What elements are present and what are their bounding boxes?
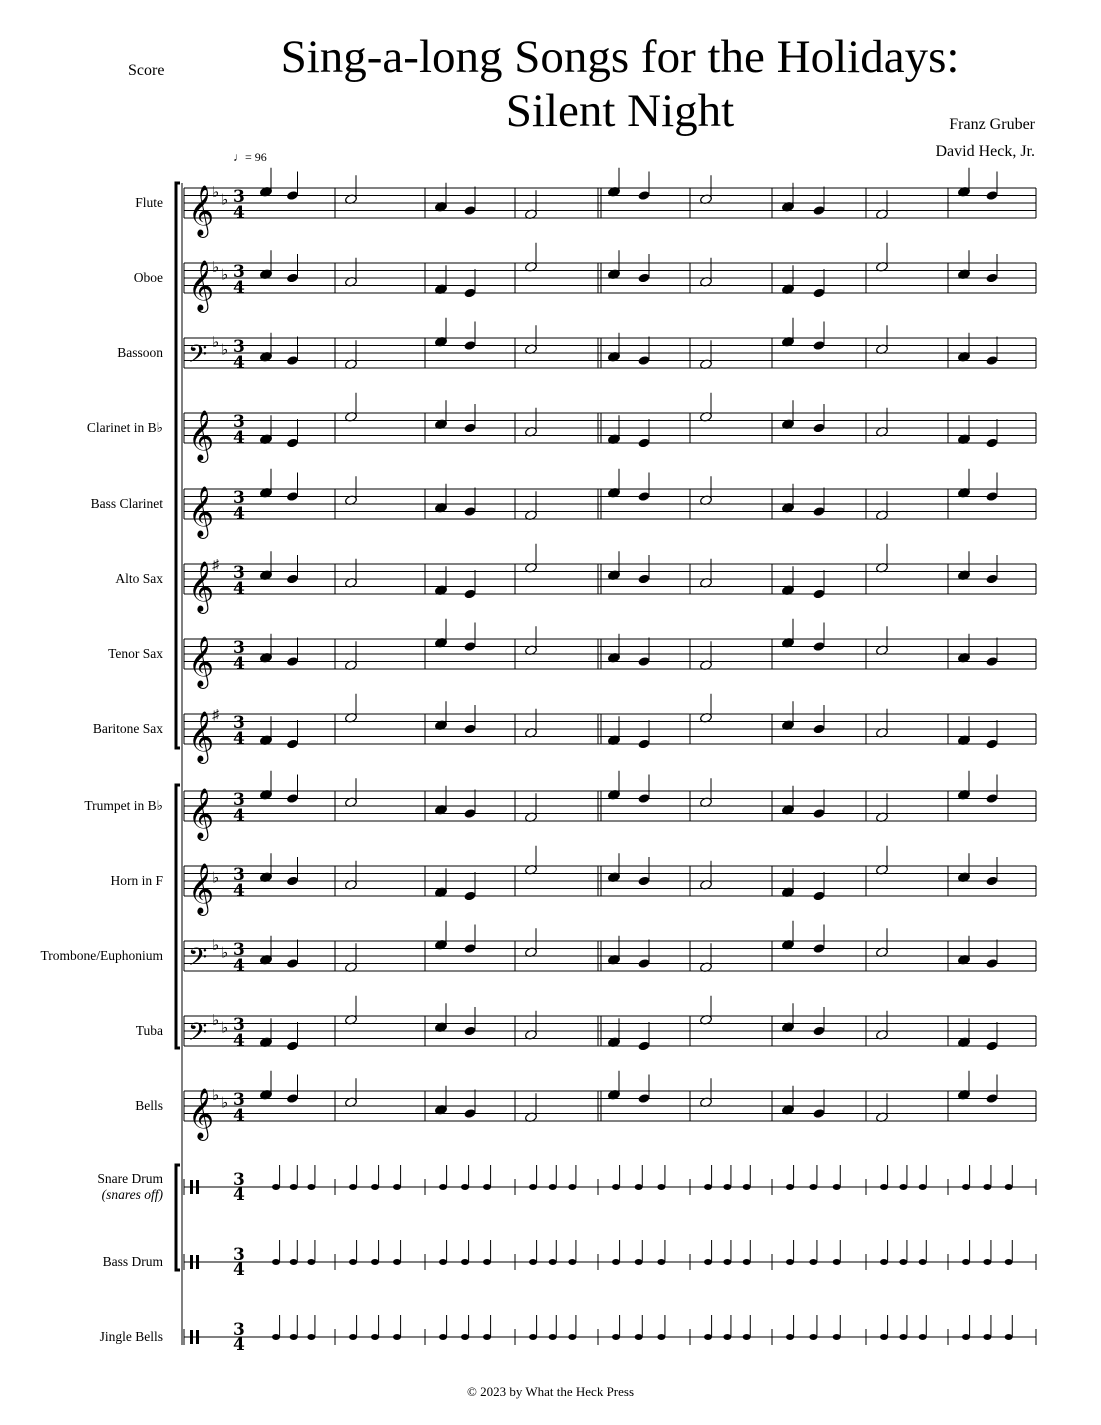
note-head bbox=[833, 1334, 841, 1340]
treble-clef-icon: 𝄞 bbox=[188, 636, 215, 687]
composer-credit: Franz Gruber bbox=[949, 116, 1035, 133]
time-signature-numerator: 3 bbox=[233, 865, 245, 885]
note-head bbox=[919, 1259, 927, 1265]
note-head bbox=[371, 1334, 379, 1340]
percussion-clef-icon bbox=[190, 1255, 193, 1269]
note-head bbox=[568, 1184, 576, 1190]
percussion-clef-icon bbox=[190, 1180, 193, 1194]
note-head bbox=[743, 1334, 751, 1340]
time-signature-numerator: 3 bbox=[233, 187, 245, 207]
note-head bbox=[290, 1184, 298, 1190]
note-head bbox=[786, 1334, 794, 1340]
note-head bbox=[461, 1259, 469, 1265]
instrument-name: Clarinet in B♭ bbox=[86, 420, 163, 435]
treble-clef-icon: 𝄞 bbox=[188, 260, 215, 311]
bass-clef-icon: 𝄢 bbox=[188, 1018, 208, 1053]
time-signature-numerator: 3 bbox=[233, 790, 245, 810]
time-signature-numerator: 3 bbox=[233, 638, 245, 658]
note-head bbox=[612, 1334, 620, 1340]
time-signature-denominator: 4 bbox=[233, 806, 245, 826]
instrument-name: Tenor Sax bbox=[108, 646, 163, 661]
note-head bbox=[880, 1184, 888, 1190]
title-line-1: Sing-a-long Songs for the Holidays: bbox=[280, 31, 960, 83]
flat-icon: ♭ bbox=[212, 334, 220, 351]
note-head bbox=[612, 1259, 620, 1265]
instrument-name: Tuba bbox=[135, 1023, 163, 1038]
quarter-note-icon: ♩ bbox=[233, 150, 245, 164]
time-signature-numerator: 3 bbox=[233, 337, 245, 357]
treble-clef-icon: 𝄞 bbox=[188, 1088, 215, 1139]
title-line-2: Silent Night bbox=[505, 85, 735, 137]
instrument-name: Bass Clarinet bbox=[90, 496, 163, 511]
treble-clef-icon: 𝄞 bbox=[188, 185, 215, 236]
instrument-name: Alto Sax bbox=[115, 571, 163, 586]
time-signature-numerator: 3 bbox=[233, 563, 245, 583]
treble-clef-icon: 𝄞 bbox=[188, 486, 215, 537]
time-signature-denominator: 4 bbox=[233, 278, 245, 298]
note-head bbox=[635, 1184, 643, 1190]
note-head bbox=[529, 1334, 537, 1340]
flat-icon: ♭ bbox=[221, 267, 229, 284]
time-signature-denominator: 4 bbox=[233, 504, 245, 524]
time-signature-denominator: 4 bbox=[233, 353, 245, 373]
note-head bbox=[704, 1334, 712, 1340]
note-head bbox=[635, 1259, 643, 1265]
time-signature-denominator: 4 bbox=[233, 1031, 245, 1051]
note-head bbox=[704, 1184, 712, 1190]
note-head bbox=[809, 1259, 817, 1265]
note-head bbox=[919, 1334, 927, 1340]
time-signature-denominator: 4 bbox=[233, 654, 245, 674]
treble-clef-icon: 𝄞 bbox=[188, 410, 215, 461]
note-head bbox=[786, 1259, 794, 1265]
bass-clef-icon: 𝄢 bbox=[188, 340, 208, 375]
time-signature-denominator: 4 bbox=[233, 579, 245, 599]
bracket-woodwinds bbox=[176, 183, 180, 748]
time-signature-denominator: 4 bbox=[233, 203, 245, 223]
note-head bbox=[549, 1184, 557, 1190]
instrument-name: Horn in F bbox=[110, 873, 163, 888]
percussion-clef-icon bbox=[196, 1330, 199, 1344]
time-signature-numerator: 3 bbox=[233, 412, 245, 432]
time-signature-numerator: 3 bbox=[233, 940, 245, 960]
note-head bbox=[483, 1334, 491, 1340]
instrument-name: Bassoon bbox=[117, 345, 163, 360]
note-head bbox=[272, 1184, 280, 1190]
note-head bbox=[349, 1334, 357, 1340]
note-head bbox=[529, 1259, 537, 1265]
score-label: Score bbox=[128, 62, 165, 79]
note-head bbox=[657, 1259, 665, 1265]
time-signature-numerator: 3 bbox=[233, 713, 245, 733]
treble-clef-icon: 𝄞 bbox=[188, 711, 215, 762]
flat-icon: ♭ bbox=[212, 870, 220, 887]
note-head bbox=[1005, 1334, 1013, 1340]
note-head bbox=[307, 1259, 315, 1265]
note-head bbox=[983, 1184, 991, 1190]
flat-icon: ♭ bbox=[221, 1020, 229, 1037]
time-signature-numerator: 3 bbox=[233, 262, 245, 282]
bracket-percussion bbox=[176, 1165, 180, 1270]
instrument-name: Bells bbox=[135, 1098, 163, 1113]
note-head bbox=[549, 1259, 557, 1265]
flat-icon: ♭ bbox=[221, 1095, 229, 1112]
note-head bbox=[1005, 1259, 1013, 1265]
note-head bbox=[880, 1334, 888, 1340]
flat-icon: ♭ bbox=[221, 192, 229, 209]
instrument-name: Oboe bbox=[133, 270, 163, 285]
time-signature-denominator: 4 bbox=[233, 881, 245, 901]
note-head bbox=[483, 1184, 491, 1190]
instrument-name: Bass Drum bbox=[102, 1254, 163, 1269]
note-head bbox=[461, 1334, 469, 1340]
note-head bbox=[635, 1334, 643, 1340]
note-head bbox=[272, 1259, 280, 1265]
flat-icon: ♭ bbox=[212, 184, 220, 201]
note-head bbox=[393, 1334, 401, 1340]
time-signature-numerator: 3 bbox=[233, 1015, 245, 1035]
percussion-clef-icon bbox=[196, 1255, 199, 1269]
arranger-credit: David Heck, Jr. bbox=[935, 143, 1035, 160]
note-head bbox=[483, 1259, 491, 1265]
note-head bbox=[809, 1184, 817, 1190]
note-head bbox=[657, 1184, 665, 1190]
note-head bbox=[723, 1334, 731, 1340]
flat-icon: ♭ bbox=[221, 342, 229, 359]
instrument-name: Snare Drum bbox=[97, 1171, 163, 1186]
note-head bbox=[786, 1184, 794, 1190]
note-head bbox=[809, 1334, 817, 1340]
note-head bbox=[568, 1334, 576, 1340]
note-head bbox=[568, 1259, 576, 1265]
time-signature-numerator: 3 bbox=[233, 1245, 245, 1265]
time-signature-denominator: 4 bbox=[233, 956, 245, 976]
note-head bbox=[393, 1259, 401, 1265]
note-head bbox=[349, 1259, 357, 1265]
note-head bbox=[393, 1184, 401, 1190]
time-signature-denominator: 4 bbox=[233, 428, 245, 448]
time-signature-numerator: 3 bbox=[233, 1170, 245, 1190]
note-head bbox=[657, 1334, 665, 1340]
note-head bbox=[290, 1259, 298, 1265]
bracket-brass bbox=[176, 785, 180, 1048]
note-head bbox=[919, 1184, 927, 1190]
instrument-name: Flute bbox=[135, 195, 163, 210]
note-head bbox=[899, 1184, 907, 1190]
tempo-value: = 96 bbox=[245, 150, 267, 164]
note-head bbox=[349, 1184, 357, 1190]
instrument-name: Trombone/Euphonium bbox=[40, 948, 163, 963]
note-head bbox=[529, 1184, 537, 1190]
copyright-notice: © 2023 by What the Heck Press bbox=[466, 1384, 635, 1399]
instrument-sub-label: (snares off) bbox=[101, 1187, 163, 1202]
note-head bbox=[880, 1259, 888, 1265]
note-head bbox=[439, 1259, 447, 1265]
time-signature-denominator: 4 bbox=[233, 1260, 245, 1280]
note-head bbox=[307, 1184, 315, 1190]
percussion-clef-icon bbox=[190, 1330, 193, 1344]
note-head bbox=[549, 1334, 557, 1340]
note-head bbox=[723, 1259, 731, 1265]
note-head bbox=[899, 1259, 907, 1265]
note-head bbox=[899, 1334, 907, 1340]
note-head bbox=[743, 1184, 751, 1190]
time-signature-numerator: 3 bbox=[233, 1320, 245, 1340]
note-head bbox=[439, 1334, 447, 1340]
note-head bbox=[723, 1184, 731, 1190]
treble-clef-icon: 𝄞 bbox=[188, 863, 215, 914]
note-head bbox=[371, 1259, 379, 1265]
time-signature-denominator: 4 bbox=[233, 1106, 245, 1126]
instrument-name: Trumpet in B♭ bbox=[84, 798, 163, 813]
time-signature-numerator: 3 bbox=[233, 1090, 245, 1110]
flat-icon: ♭ bbox=[212, 259, 220, 276]
flat-icon: ♭ bbox=[212, 1012, 220, 1029]
flat-icon: ♭ bbox=[221, 945, 229, 962]
note-head bbox=[307, 1334, 315, 1340]
instrument-name: Jingle Bells bbox=[99, 1329, 163, 1344]
note-head bbox=[461, 1184, 469, 1190]
bass-clef-icon: 𝄢 bbox=[188, 943, 208, 978]
time-signature-numerator: 3 bbox=[233, 488, 245, 508]
note-head bbox=[983, 1259, 991, 1265]
note-head bbox=[272, 1334, 280, 1340]
note-head bbox=[743, 1259, 751, 1265]
note-head bbox=[833, 1184, 841, 1190]
note-head bbox=[962, 1334, 970, 1340]
note-head bbox=[290, 1334, 298, 1340]
treble-clef-icon: 𝄞 bbox=[188, 788, 215, 839]
note-head bbox=[962, 1184, 970, 1190]
percussion-clef-icon bbox=[196, 1180, 199, 1194]
time-signature-denominator: 4 bbox=[233, 729, 245, 749]
time-signature-denominator: 4 bbox=[233, 1335, 245, 1355]
instrument-name: Baritone Sax bbox=[92, 721, 163, 736]
sharp-icon: ♯ bbox=[212, 708, 219, 723]
note-head bbox=[704, 1259, 712, 1265]
note-head bbox=[1005, 1184, 1013, 1190]
treble-clef-icon: 𝄞 bbox=[188, 561, 215, 612]
note-head bbox=[371, 1184, 379, 1190]
flat-icon: ♭ bbox=[212, 937, 220, 954]
note-head bbox=[612, 1184, 620, 1190]
time-signature-denominator: 4 bbox=[233, 1185, 245, 1205]
sharp-icon: ♯ bbox=[212, 558, 219, 573]
note-head bbox=[439, 1184, 447, 1190]
note-head bbox=[833, 1259, 841, 1265]
note-head bbox=[962, 1259, 970, 1265]
note-head bbox=[983, 1334, 991, 1340]
flat-icon: ♭ bbox=[212, 1087, 220, 1104]
